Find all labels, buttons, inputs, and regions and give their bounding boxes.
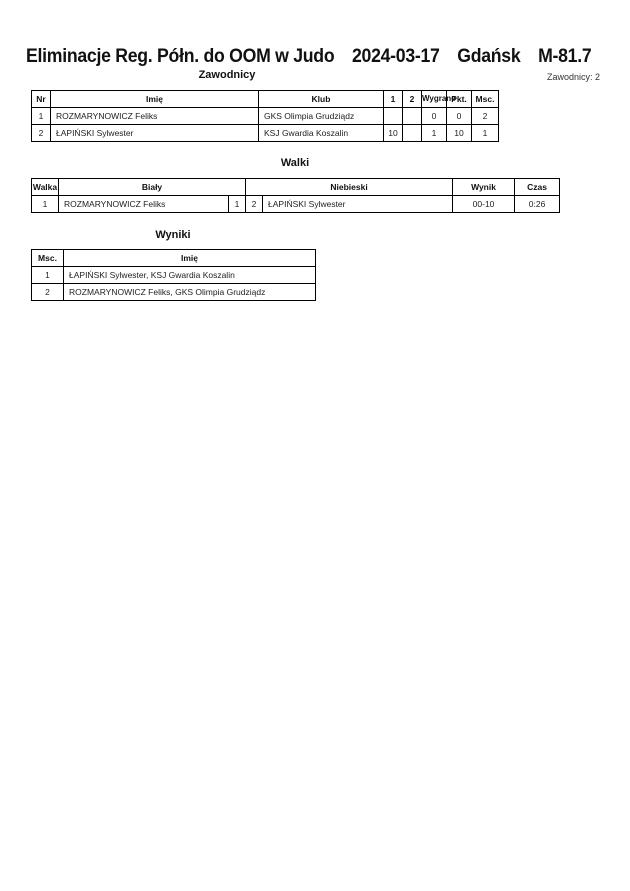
col-result: Wynik [453, 179, 515, 196]
col-blue: Niebieski [246, 179, 453, 196]
col-name: Imię [51, 91, 259, 108]
results-table [31, 249, 316, 301]
cell-nr: 2 [32, 125, 51, 142]
results-header-row [32, 250, 316, 267]
cell-name: ROZMARYNOWICZ Feliks [51, 108, 259, 125]
col-place: Msc. [472, 91, 499, 108]
fights-title: Walki [280, 157, 310, 169]
cell-fight-no: 1 [32, 196, 59, 213]
weight-category: M-81.7 [538, 46, 592, 67]
col-white: Biały [59, 179, 246, 196]
cell-club: GKS Olimpia Grudziądz [259, 108, 384, 125]
col-vs-2: 2 [403, 91, 422, 108]
col-vs-1: 1 [384, 91, 403, 108]
cell-place: 2 [32, 284, 64, 301]
cell-vs-1 [384, 108, 403, 125]
results-title: Wyniki [155, 229, 191, 241]
cell-vs-1: 10 [384, 125, 403, 142]
competitors-title: Zawodnicy [198, 69, 256, 81]
cell-name: ŁAPIŃSKI Sylwester [51, 125, 259, 142]
cell-points: 10 [447, 125, 472, 142]
fights-table [31, 178, 560, 213]
cell-place: 1 [32, 267, 64, 284]
cell-white-nr: 1 [229, 196, 246, 213]
cell-blue-name: ŁAPIŃSKI Sylwester [263, 196, 453, 213]
fights-header-row [32, 179, 560, 196]
competition-date: 2024-03-17 [351, 46, 440, 67]
table-row [32, 125, 499, 142]
cell-place: 2 [472, 108, 499, 125]
col-club: Klub [259, 91, 384, 108]
col-place: Msc. [32, 250, 64, 267]
col-name: Imię [64, 250, 316, 267]
col-fight-no: Walka [32, 179, 59, 196]
cell-white-name: ROZMARYNOWICZ Feliks [59, 196, 229, 213]
cell-wins: 0 [422, 108, 447, 125]
competition-name: Eliminacje Reg. Półn. do OOM w Judo [26, 46, 335, 67]
cell-nr: 1 [32, 108, 51, 125]
cell-result: 00-10 [453, 196, 515, 213]
cell-blue-nr: 2 [246, 196, 263, 213]
cell-place: 1 [472, 125, 499, 142]
table-row [32, 267, 316, 284]
cell-vs-2 [403, 108, 422, 125]
col-points: Pkt. [447, 91, 472, 108]
competitors-header-row [32, 91, 499, 108]
table-row [32, 196, 560, 213]
competition-city: Gdańsk [457, 46, 521, 67]
table-row [32, 108, 499, 125]
competitors-table [31, 90, 499, 142]
cell-vs-2 [403, 125, 422, 142]
cell-wins: 1 [422, 125, 447, 142]
competitor-count: Zawodnicy: 2 [546, 72, 600, 82]
col-time: Czas [515, 179, 560, 196]
cell-points: 0 [447, 108, 472, 125]
page-title [26, 46, 592, 68]
table-row [32, 284, 316, 301]
cell-name: ŁAPIŃSKI Sylwester, KSJ Gwardia Koszalin [64, 267, 316, 284]
col-wins: Wygrane [422, 91, 447, 108]
cell-club: KSJ Gwardia Koszalin [259, 125, 384, 142]
cell-time: 0:26 [515, 196, 560, 213]
cell-name: ROZMARYNOWICZ Feliks, GKS Olimpia Grudziądz [64, 284, 316, 301]
col-nr: Nr [32, 91, 51, 108]
